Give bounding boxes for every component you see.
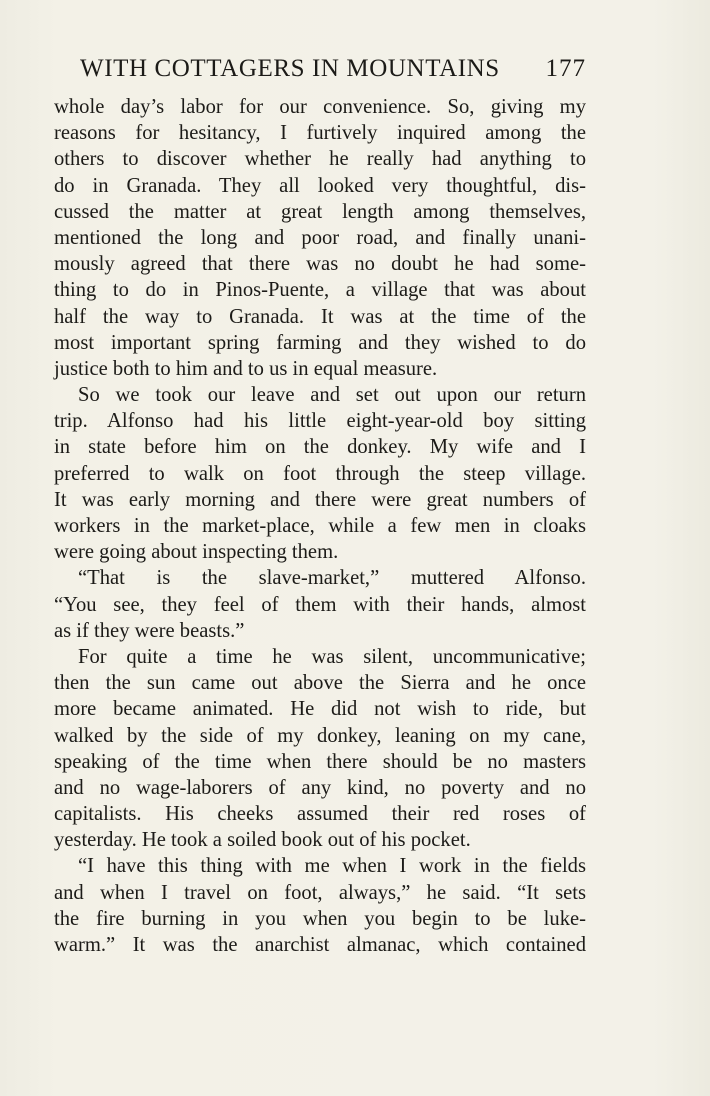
- text-line: So we took our leave and set out upon our return: [78, 384, 586, 407]
- text-line: mentioned the long and poor road, and finally unani-: [54, 226, 586, 249]
- text-line: whole day’s labor for our convenience. So, giving my: [54, 96, 586, 118]
- running-head: [80, 52, 586, 86]
- text-line: It was early morning and there were great numbers of: [54, 488, 586, 511]
- text-line: do in Granada. They all looked very thoughtful, dis-: [54, 174, 586, 197]
- text-line: reasons for hesitancy, I furtively inquired among the: [54, 122, 586, 145]
- text-line: the fire burning in you when you begin to be luke-: [54, 907, 586, 930]
- text-line: and when I travel on foot, always,” he said. “It sets: [54, 881, 586, 904]
- text-line: warm.” It was the anarchist almanac, which contained: [54, 934, 586, 956]
- text-line: walked by the side of my donkey, leaning on my cane,: [54, 724, 586, 747]
- text-line: “I have this thing with me when I work in the fields: [78, 855, 586, 878]
- text-line: For quite a time he was silent, uncommunicative;: [78, 645, 586, 668]
- text-line: workers in the market-place, while a few men in cloaks: [54, 515, 586, 537]
- text-line: thing to do in Pinos-Puente, a village that was about: [54, 279, 586, 302]
- text-line: in state before him on the donkey. My wife and I: [54, 436, 586, 459]
- text-line: trip. Alfonso had his little eight-year-old boy sitting: [54, 410, 586, 433]
- text-line: yesterday. He took a soiled book out of his pocket.: [54, 829, 471, 852]
- text-line: preferred to walk on foot through the steep village.: [54, 462, 586, 485]
- page-number: 177: [545, 55, 586, 82]
- text-line: justice both to him and to us in equal measure.: [54, 357, 438, 380]
- text-line: others to discover whether he really had anything to: [54, 148, 586, 171]
- text-line: “You see, they feel of them with their hands, almost: [54, 593, 586, 616]
- text-line: and no wage-laborers of any kind, no poverty and no: [54, 776, 586, 799]
- text-line: mously agreed that there was no doubt he had some-: [54, 253, 586, 276]
- text-line: then the sun came out above the Sierra and he once: [54, 672, 586, 695]
- text-line: cussed the matter at great length among themselves,: [54, 200, 586, 223]
- text-line: “That is the slave-market,” muttered Alfonso.: [78, 567, 586, 590]
- running-title: WITH COTTAGERS IN MOUNTAINS: [80, 55, 500, 82]
- text-line: most important spring farming and they wished to do: [54, 331, 586, 354]
- text-line: capitalists. His cheeks assumed their red roses of: [54, 803, 586, 826]
- text-line: more became animated. He did not wish to ride, but: [54, 698, 586, 721]
- text-line: half the way to Granada. It was at the time of the: [54, 305, 586, 328]
- text-line: were going about inspecting them.: [54, 541, 339, 564]
- text-line: as if they were beasts.”: [54, 619, 245, 642]
- body-text: [54, 94, 586, 958]
- text-line: speaking of the time when there should be no masters: [54, 750, 586, 773]
